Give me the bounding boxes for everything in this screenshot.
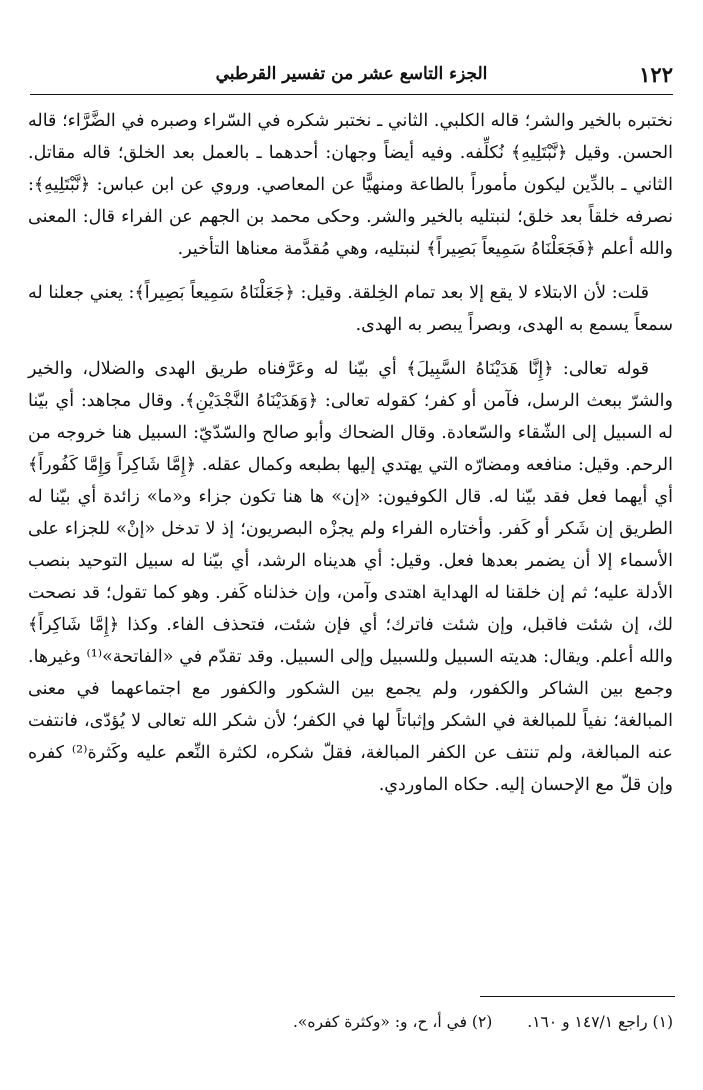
footnote-2: (٢) في أ، ح، و: «وكثرة كفره». xyxy=(292,1013,493,1031)
page-header xyxy=(30,60,673,95)
paragraph-1: نختبره بالخير والشر؛ قاله الكلبي. الثاني ـ نختبر شكره في السّراء وصبره في الضَّرَّاء؛ قاله الحسن. وقيل ﴿نَّبْتَلِيهِ﴾ نُكلِّفه. وفيه أيضاً وجهان: أحدهما ـ بالعمل بعد الخلق؛ قاله مقاتل. الثاني ـ بالدِّين ليكون مأموراً بالطاعة ومنهيًّا عن المعاصي. وروي عن ابن عباس: ﴿نَّبْتَلِيهِ﴾: نصرفه خلقاً بعد خلق؛ لنبتليه بالخير والشر. وحكى محمد بن الجهم عن الفراء قال: المعنى والله أعلم ﴿فَجَعَلْنَاهُ سَمِيعاً بَصِيراً﴾ لنبتليه، وهي مُقدَّمة معناها التأخير. xyxy=(28,111,673,259)
footnote-divider xyxy=(480,996,675,997)
paragraph-3: قوله تعالى: ﴿إِنَّا هَدَيْنَاهُ السَّبِيلَ﴾ أي بيّنا له وعَرَّفناه طريق الهدى والضلال، والخير والشرّ ببعث الرسل، فآمن أو كفر؛ كقوله تعالى: ﴿وَهَدَيْنَاهُ النَّجْدَيْنِ﴾. وقال مجاهد: أي بيّنا له السبيل إلى الشّقاء والسّعادة. وقال الضحاك وأبو صالح والسّدّيّ: السبيل هنا خروجه من الرحم. وقيل: منافعه ومضارّه التي يهتدي إليها بطبعه وكمال عقله. ﴿إِمَّا شَاكِراً وَإِمَّا كَفُوراً﴾ أي أيهما فعل فقد بيّنا له. قال الكوفيون: «إن» ها هنا تكون جزاء و«ما» زائدة أي بيّنا له الطريق إن شَكر أو كَفر. وأختاره الفراء ولم يجزْه البصريون؛ إذ لا تدخل «إنْ» للجزاء على الأسماء إلا أن يضمر بعدها فعل. وقيل: أي هديناه الرشد، أي بيّنا له سبيل التوحيد بنصب الأدلة عليه؛ ثم إن خلقنا له الهداية اهتدى وآمن، وإن خذلناه كَفر. وهو كما تقول؛ قد نصحت لك، إن شئت فاقبل، وإن شئت فاترك؛ أي فإن شئت، فتحذف الفاء. وكذا ﴿إِمَّا شَاكِراً﴾ والله أعلم. ويقال: هديته السبيل وللسبيل وإلى السبيل. وقد تقدّم في «الفاتحة»⁽¹⁾ وغيرها. وجمع بين الشاكر والكفور، ولم يجمع بين الشكور والكفور مع اجتماعهما في معنى المبالغة؛ نفياً للمبالغة في الشكر وإثباتاً لها في الكفر؛ لأن شكر الله تعالى لا يُؤدّى، فانتفت عنه المبالغة، ولم تنتف عن الكفر المبالغة، فقلّ شكره، لكثرة النِّعم عليه وكَثرة⁽²⁾ كفره وإن قلّ مع الإحسان إليه. حكاه الماوردي. xyxy=(28,359,673,795)
page-number: ١٢٢ xyxy=(639,62,673,87)
paragraph-2: قلت: لأن الابتلاء لا يقع إلا بعد تمام الخِلقة. وقيل: ﴿جَعَلْنَاهُ سَمِيعاً بَصِيراً﴾: يعني جعلنا له سمعاً يسمع به الهدى، وبصراً يبصر به الهدى. xyxy=(28,283,673,335)
running-title: الجزء التاسع عشر من تفسير القرطبي xyxy=(215,64,488,84)
footnotes xyxy=(28,1013,673,1031)
main-text xyxy=(28,105,673,801)
footnote-1: (١) راجع ١٤٧/١ و ١٦٠. xyxy=(527,1013,673,1031)
